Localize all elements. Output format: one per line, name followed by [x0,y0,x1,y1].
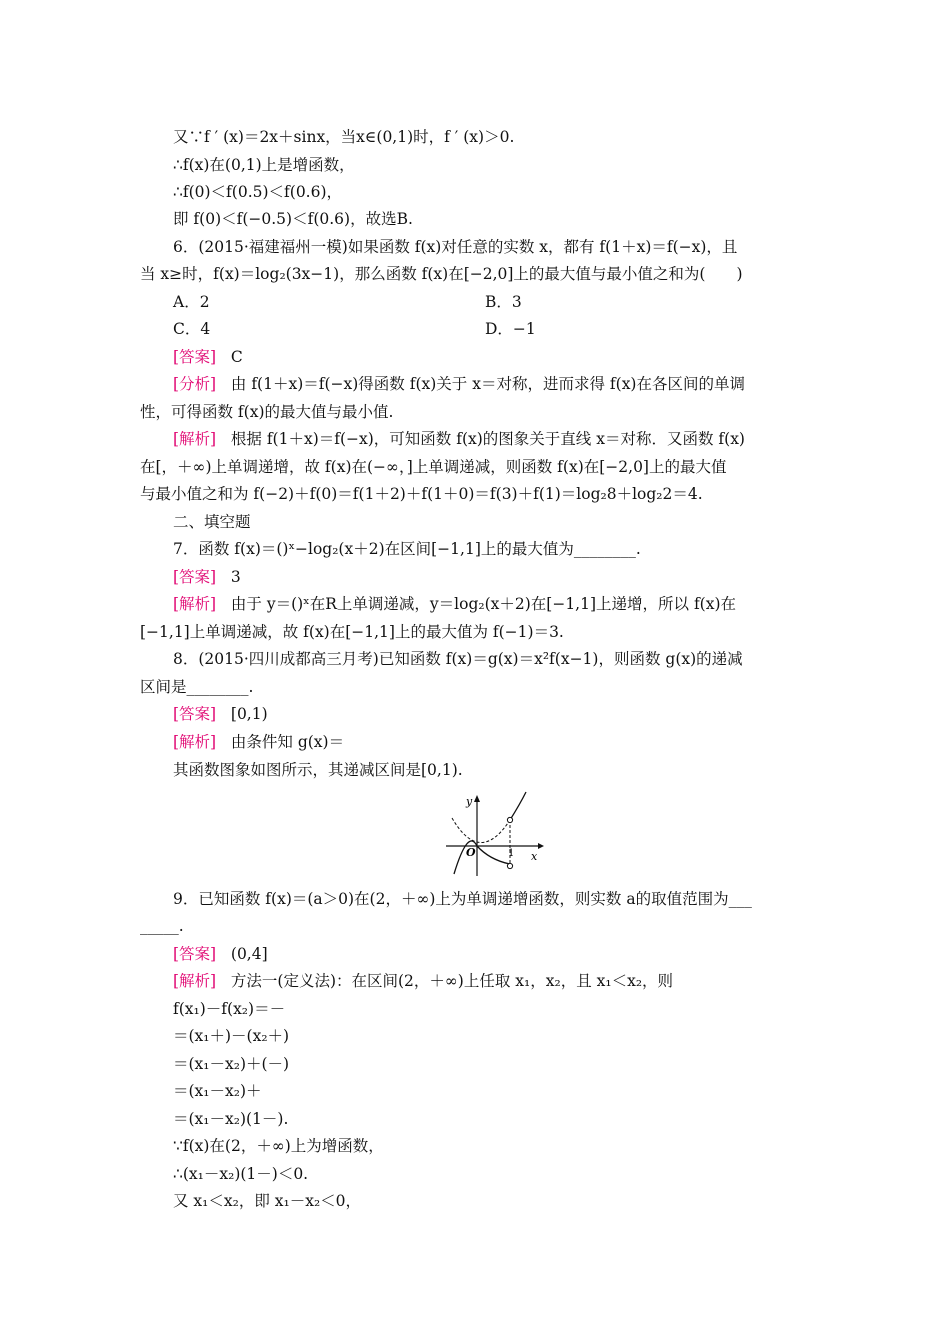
section-heading: 二、填空题 [173,513,251,531]
option-b: B．3 [485,293,522,311]
answer-value: (0,4] [230,945,268,963]
option-a: A．2 [173,293,210,311]
text-line: 当 x≥时，f(x)＝log₂(3x−1)，那么函数 f(x)在[−2,0]上的最大值与最小值之和为( ) [140,265,743,283]
text-line: ＝(x₁＋)－(x₂＋) [173,1027,290,1045]
answer-tag: [答案] [173,348,217,366]
text-line: ＝(x₁－x₂)＋(－) [173,1055,290,1073]
y-axis-label: y [466,795,473,808]
text-line: 即 f(0)＜f(−0.5)＜f(0.6)，故选B. [173,210,413,228]
y-axis-arrow [474,795,480,802]
solution-line [173,594,736,614]
tick-label-1: 1 [508,848,515,859]
text-line: 区间是________. [140,678,254,696]
answer-line [173,567,241,587]
origin-label: O [466,846,476,859]
function-graph [440,790,550,880]
solid-curve-right [510,792,526,820]
text-line: ＝(x₁－x₂)(1－). [173,1110,289,1128]
question-8: 8．(2015·四川成都高三月考)已知函数 f(x)＝g(x)＝x²f(x−1)，则函数 g(x)的递减 [173,650,743,668]
answer-tag: [答案] [173,945,217,963]
answer-value: C [230,348,243,366]
dashed-curve [452,818,510,843]
answer-line [173,944,268,964]
text-line: [−1,1]上单调递减，故 f(x)在[−1,1]上的最大值为 f(−1)＝3. [140,623,564,641]
solution-line [173,429,745,449]
text-line: 又 x₁＜x₂，即 x₁－x₂＜0， [173,1192,362,1210]
option-d: D．−1 [485,320,536,338]
text-line: 其函数图象如图所示，其递减区间是[0,1). [173,761,463,779]
solution-line [173,732,344,752]
text-line: ∴f(0)＜f(0.5)＜f(0.6)， [173,183,343,201]
answer-value: 3 [230,568,241,586]
solution-tag: [解析] [173,972,217,990]
answer-value: [0,1) [230,705,268,723]
solution-text: 由条件知 g(x)＝ [230,733,345,751]
solution-line [173,971,673,991]
text-line: ∵f(x)在(2，＋∞)上为增函数， [173,1137,384,1155]
answer-tag: [答案] [173,705,217,723]
text-line: ＝(x₁－x₂)＋ [173,1082,262,1100]
text-line: 性，可得函数 f(x)的最大值与最小值. [140,403,394,421]
analysis-text: 由 f(1＋x)＝f(−x)得函数 f(x)关于 x＝对称，进而求得 f(x)在各区间的单调 [230,375,745,393]
text-line: ∴(x₁－x₂)(1－)＜0. [173,1165,309,1183]
solution-tag: [解析] [173,430,217,448]
answer-line [173,347,243,367]
x-axis-label: x [531,850,538,863]
text-line: f(x₁)－f(x₂)＝－ [173,1000,286,1018]
question-9: 9．已知函数 f(x)＝(a＞0)在(2，＋∞)上为单调递增函数，则实数 a的取值范围为___ [173,890,752,908]
solution-text: 根据 f(1＋x)＝f(−x)，可知函数 f(x)的图象关于直线 x＝对称．又函数 f(x) [230,430,745,448]
solution-tag: [解析] [173,595,217,613]
answer-line [173,704,268,724]
open-point-top [507,817,512,822]
text-line: ∴f(x)在(0,1)上是增函数， [173,156,355,174]
solution-text: 由于 y＝()ˣ在R上单调递减，y＝log₂(x＋2)在[−1,1]上递增，所以 f(x)在 [230,595,737,613]
text-line: 与最小值之和为 f(−2)＋f(0)＝f(1＋2)＋f(1＋0)＝f(3)＋f(1)＝log₂8＋log₂2＝4. [140,485,703,503]
solid-curve-middle [477,846,510,864]
option-c: C．4 [173,320,211,338]
solution-text: 方法一(定义法)：在区间(2，＋∞)上任取 x₁，x₂，且 x₁＜x₂，则 [230,972,674,990]
question-7: 7．函数 f(x)＝()ˣ−log₂(x＋2)在区间[−1,1]上的最大值为________. [173,540,641,558]
solution-tag: [解析] [173,733,217,751]
text-line: 在[，＋∞)上单调递增，故 f(x)在(−∞，]上单调递减，则函数 f(x)在[−2,0]上的最大值 [140,458,727,476]
analysis-line [173,374,745,394]
text-line: 又∵f ′ (x)＝2x＋sinx，当x∈(0,1)时，f ′ (x)＞0. [173,128,515,146]
open-point-bottom [507,863,512,868]
answer-tag: [答案] [173,568,217,586]
x-axis-arrow [538,843,544,849]
analysis-tag: [分析] [173,375,217,393]
text-line: _____. [140,917,184,935]
question-6: 6．(2015·福建福州一模)如果函数 f(x)对任意的实数 x，都有 f(1＋x)＝f(−x)，且 [173,238,738,256]
